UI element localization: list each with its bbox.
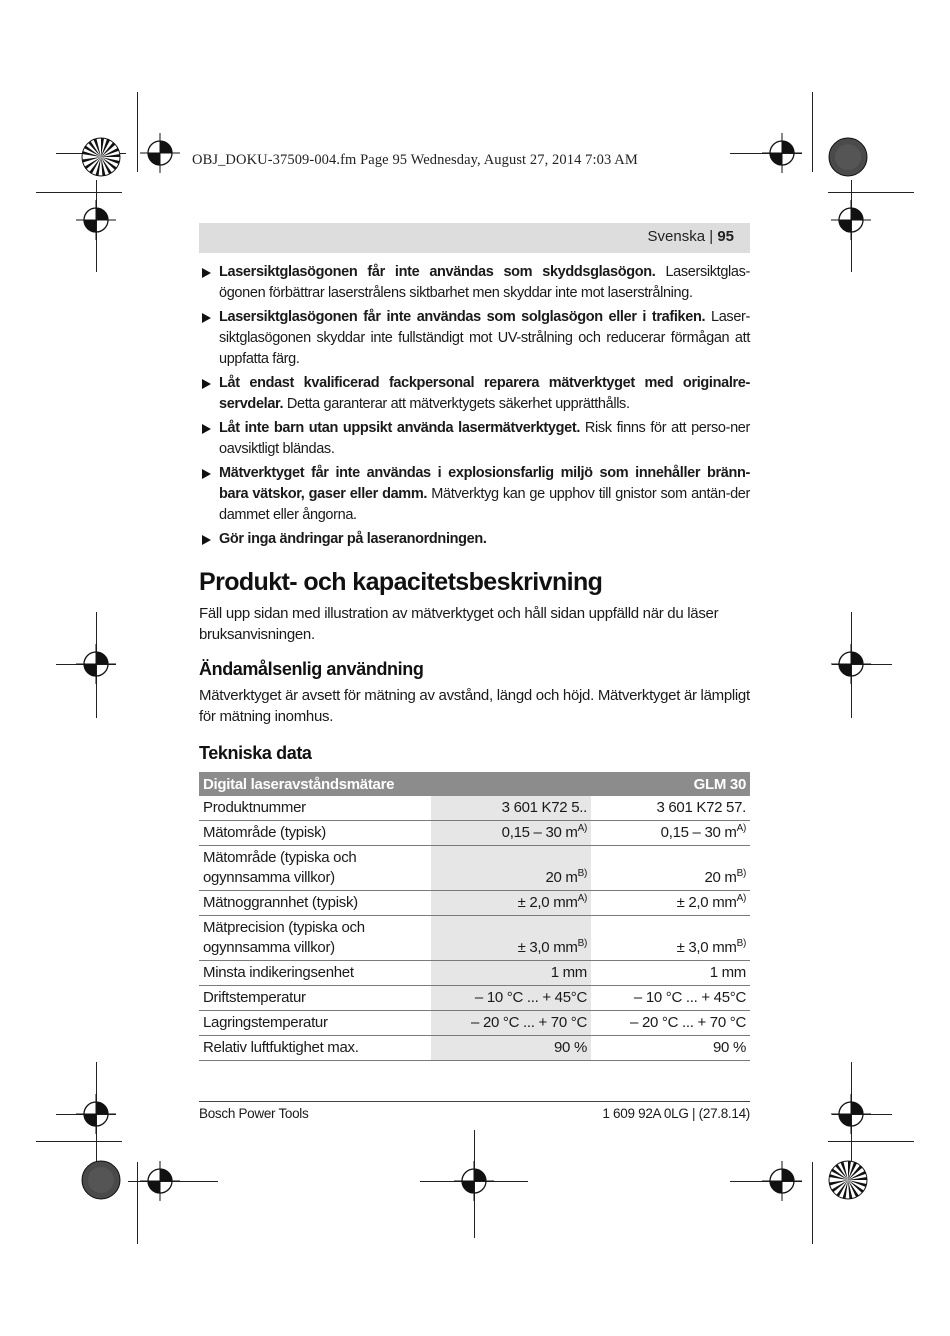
bullet-triangle-icon <box>202 268 211 278</box>
registration-target-icon <box>454 1161 494 1201</box>
value-cell-1: ± 2,0 $mm^{A)}$ <box>431 891 591 916</box>
use-heading: Ändamålsenlig användning <box>199 659 424 679</box>
table-row <box>199 916 750 961</box>
table-header-label: Digital laseravståndsmätare <box>199 772 591 796</box>
registration-target-icon <box>831 1094 871 1134</box>
registration-target-icon <box>140 133 180 173</box>
row-label: Mätområde (typisk) <box>199 821 431 846</box>
registration-target-icon <box>831 644 871 684</box>
registration-target-icon <box>762 133 802 173</box>
bullet-bold-text: Lasersiktglasögonen får inte användas som skyddsglasögon. <box>219 264 656 280</box>
footer-rule <box>199 1101 750 1102</box>
table-header-row <box>199 772 750 796</box>
bullet-triangle-icon <box>202 424 211 434</box>
table-row <box>199 891 750 916</box>
bullet-bold-text: Låt inte barn utan uppsikt använda lasermätverktyget. <box>219 420 580 436</box>
list-item <box>199 463 750 526</box>
table-row <box>199 1011 750 1036</box>
registration-target-icon <box>831 200 871 240</box>
registration-target-icon <box>762 1161 802 1201</box>
table-body <box>199 796 750 1061</box>
value-cell-2: 0,15 – 30 $m^{A)}$ <box>591 821 750 846</box>
tech-data-table <box>199 772 750 1061</box>
value-cell-2: 90 % <box>591 1036 750 1061</box>
page-number: 95 <box>717 228 734 245</box>
value-cell-1: ± 3,0 $mm^{B)}$ <box>431 916 591 961</box>
list-item <box>199 418 750 460</box>
footnote-marker: A) <box>736 823 746 834</box>
row-label: Driftstemperatur <box>199 986 431 1011</box>
header-separator: | <box>709 228 714 245</box>
value-cell-1: 90 % <box>431 1036 591 1061</box>
bullet-triangle-icon <box>202 379 211 389</box>
bullet-bold-text: Låt endast kvalificerad fackpersonal reparera mätverktyget med originalre-servdelar. <box>219 375 750 412</box>
bullet-text: Risk finns för att perso-ner oavsiktligt bländas. <box>219 420 750 457</box>
table-row <box>199 1036 750 1061</box>
list-item <box>199 262 750 304</box>
bullet-bold-text: Gör inga ändringar på laseranordningen. <box>219 531 487 547</box>
table-row <box>199 961 750 986</box>
page-content <box>199 262 750 1061</box>
use-paragraph: Mätverktyget är avsett för mätning av avstånd, längd och höjd. Mätverktyget är lämpligt för mätning inomhus. <box>199 687 750 725</box>
value-cell-2: 20 $m^{B)}$ <box>591 846 750 891</box>
registration-target-icon <box>76 200 116 240</box>
intro-paragraph: Fäll upp sidan med illustration av mätverktyget och håll sidan uppfälld när du läser bruksanvisningen. <box>199 605 719 643</box>
value-cell-2: – 10 °C ... + 45°C <box>591 986 750 1011</box>
table-row <box>199 986 750 1011</box>
table-row <box>199 846 750 891</box>
value-cell-1: 1 mm <box>431 961 591 986</box>
row-label: Mätprecision (typiska och ogynnsamma villkor) <box>199 916 431 961</box>
table-header-model: GLM 30 <box>591 772 750 796</box>
footnote-marker: A) <box>736 893 746 904</box>
value-cell-2: 3 601 K72 57. <box>591 796 750 821</box>
bullet-triangle-icon <box>202 313 211 323</box>
footnote-marker: A) <box>577 823 587 834</box>
footnote-marker: B) <box>577 868 587 879</box>
row-label: Produktnummer <box>199 796 431 821</box>
registration-target-icon <box>76 644 116 684</box>
header-text <box>648 228 734 245</box>
row-label: Minsta indikeringsenhet <box>199 961 431 986</box>
table-row <box>199 796 750 821</box>
footnote-marker: B) <box>736 938 746 949</box>
value-cell-2: 1 mm <box>591 961 750 986</box>
gray-calibration-circle-icon <box>81 1160 121 1200</box>
gray-calibration-circle-icon <box>828 137 868 177</box>
bullet-text: Mätverktyg kan ge upphov till gnistor som antän-der dammet eller ångorna. <box>219 486 750 523</box>
list-item <box>199 529 750 550</box>
registration-target-icon <box>140 1161 180 1201</box>
print-slug: OBJ_DOKU-37509-004.fm Page 95 Wednesday, August 27, 2014 7:03 AM <box>192 152 638 168</box>
value-cell-1: – 10 °C ... + 45°C <box>431 986 591 1011</box>
row-label: Mätnoggrannhet (typisk) <box>199 891 431 916</box>
footnote-marker: A) <box>577 893 587 904</box>
bullet-triangle-icon <box>202 535 211 545</box>
list-item <box>199 373 750 415</box>
star-target-icon <box>81 137 121 177</box>
list-item <box>199 307 750 370</box>
bullet-triangle-icon <box>202 469 211 479</box>
value-cell-2: ± 3,0 $mm^{B)}$ <box>591 916 750 961</box>
footnote-marker: B) <box>736 868 746 879</box>
value-cell-1: 3 601 K72 5.. <box>431 796 591 821</box>
star-target-icon <box>828 1160 868 1200</box>
registration-target-icon <box>76 1094 116 1134</box>
bullet-text: Laser-siktglasögonen skyddar inte fullständigt mot UV-strålning och reducerar förmågan att uppfatta färg. <box>219 309 750 367</box>
tech-heading: Tekniska data <box>199 743 312 763</box>
section-title: Produkt- och kapacitetsbeskrivning <box>199 568 603 596</box>
footnote-marker: B) <box>577 938 587 949</box>
table-row <box>199 821 750 846</box>
footer-doc-code: 1 609 92A 0LG | (27.8.14) <box>602 1106 750 1121</box>
bullet-text: Detta garanterar att mätverktygets säkerhet upprätthålls. <box>283 396 630 412</box>
value-cell-2: – 20 °C ... + 70 °C <box>591 1011 750 1036</box>
row-label: Relativ luftfuktighet max. <box>199 1036 431 1061</box>
header-language: Svenska <box>647 228 706 245</box>
safety-bullet-list <box>199 262 750 550</box>
bullet-bold-text: Lasersiktglasögonen får inte användas som solglasögon eller i trafiken. <box>219 309 706 325</box>
value-cell-1: – 20 °C ... + 70 °C <box>431 1011 591 1036</box>
row-label: Lagringstemperatur <box>199 1011 431 1036</box>
footer-brand: Bosch Power Tools <box>199 1106 309 1121</box>
value-cell-1: 20 $m^{B)}$ <box>431 846 591 891</box>
bullet-text: Lasersiktglas-ögonen förbättrar laserstrålens siktbarhet men skyddar inte mot laserstrålning. <box>219 264 750 301</box>
bullet-bold-text: Mätverktyget får inte användas i explosionsfarlig miljö som innehåller bränn-bara vätskor, gaser eller damm. <box>219 465 750 502</box>
value-cell-1: 0,15 – 30 $m^{A)}$ <box>431 821 591 846</box>
row-label: Mätområde (typiska och ogynnsamma villkor) <box>199 846 431 891</box>
value-cell-2: ± 2,0 $mm^{A)}$ <box>591 891 750 916</box>
running-header <box>199 223 750 253</box>
